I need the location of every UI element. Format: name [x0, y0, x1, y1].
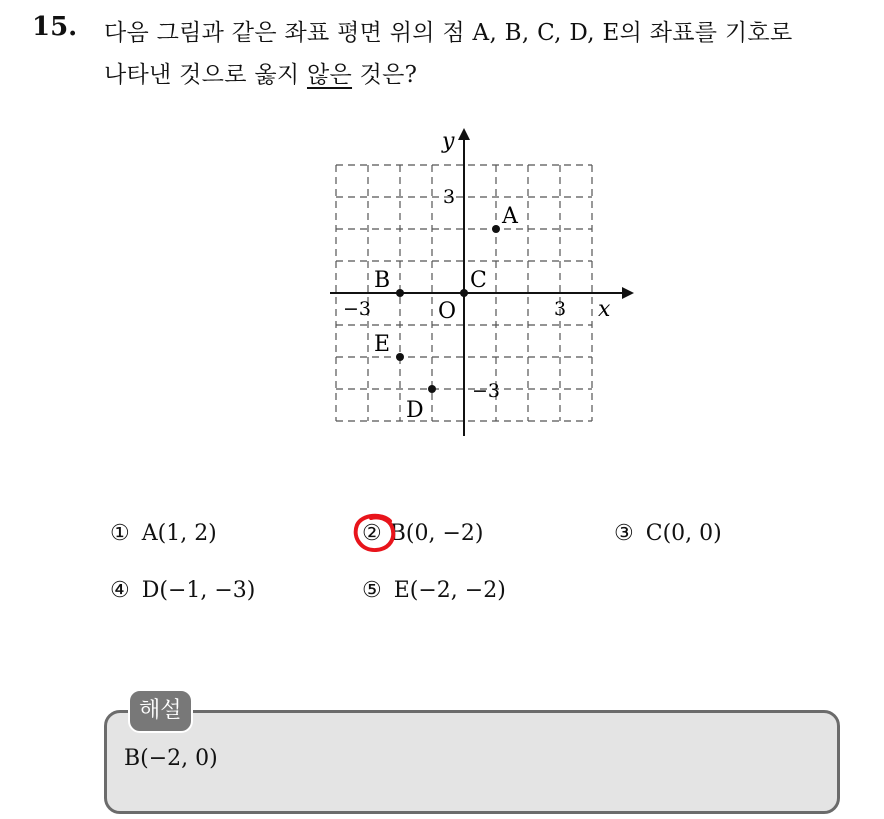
x-axis-label: x	[598, 297, 611, 322]
underlined-word: 않은	[306, 62, 353, 88]
tick-label-x-neg3: −3	[343, 298, 372, 320]
point-label-a: A	[502, 204, 518, 229]
point-label-d: D	[406, 398, 424, 423]
choice-text: B(0, −2)	[389, 521, 484, 546]
choice-number: ①	[110, 521, 130, 546]
point-label-b: B	[374, 268, 391, 293]
question-text-part: 것은?	[352, 62, 418, 88]
point-c	[460, 289, 468, 297]
y-axis-label: y	[442, 129, 455, 154]
point-b	[396, 289, 404, 297]
choice-text: A(1, 2)	[141, 521, 217, 546]
point-e	[396, 353, 404, 361]
choice-4[interactable]	[110, 578, 255, 603]
choice-3[interactable]	[614, 521, 722, 546]
red-answer-circle	[352, 512, 398, 554]
choice-1[interactable]	[110, 521, 217, 546]
question-text-part: 나타낸 것으로 옳지	[104, 62, 307, 88]
tick-label-y-neg3: −3	[472, 380, 501, 402]
origin-label: O	[438, 299, 457, 324]
choice-5[interactable]	[362, 578, 506, 603]
tick-label-y-3: 3	[443, 186, 456, 208]
point-a	[492, 225, 500, 233]
question-number: 15.	[32, 12, 78, 42]
choice-number: ②	[362, 521, 382, 546]
choice-text: C(0, 0)	[645, 521, 722, 546]
choice-number: ⑤	[362, 578, 382, 603]
point-label-c: C	[470, 268, 487, 293]
x-axis-arrowhead	[622, 287, 634, 299]
choice-number: ④	[110, 578, 130, 603]
point-d	[428, 385, 436, 393]
explanation-text: B(−2, 0)	[124, 746, 218, 771]
y-axis-arrowhead	[458, 128, 470, 140]
explanation-tag: 해설	[128, 689, 193, 733]
tick-label-x-3: 3	[554, 298, 567, 320]
question-text-line1: 다음 그림과 같은 좌표 평면 위의 점 A, B, C, D, E의 좌표를 기호로	[104, 20, 793, 46]
choice-number: ③	[614, 521, 634, 546]
choice-text: E(−2, −2)	[393, 578, 506, 603]
choice-text: D(−1, −3)	[141, 578, 256, 603]
point-label-e: E	[374, 332, 391, 357]
